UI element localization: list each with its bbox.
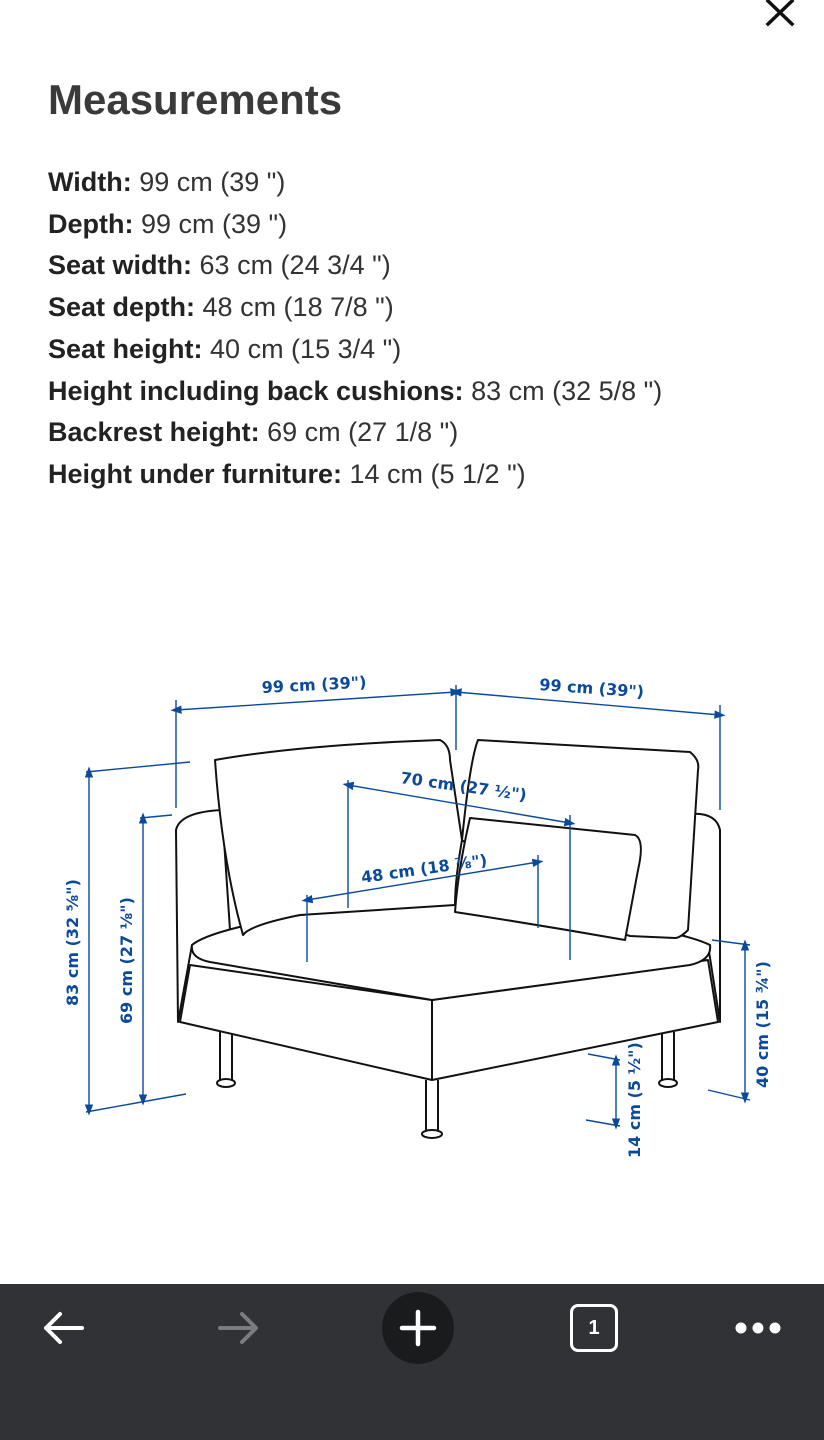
- spec-label: Seat width:: [48, 250, 193, 281]
- page-title: Measurements: [48, 76, 343, 123]
- dim-seat-height-label: 40 cm (15 ¾"): [753, 961, 772, 1088]
- spec-value: 14 cm (5 1/2 "): [349, 458, 526, 489]
- spec-row-height-under: [48, 454, 662, 496]
- spec-row-depth: [48, 204, 662, 246]
- spec-value: 99 cm (39 "): [139, 167, 286, 197]
- spec-row-width: [48, 162, 662, 204]
- back-button[interactable]: [32, 1304, 92, 1352]
- spec-label: Backrest height:: [48, 417, 260, 448]
- spec-label: Height under furniture:: [48, 458, 342, 489]
- spec-value: 99 cm (39 "): [141, 208, 288, 239]
- spec-label: Width:: [48, 167, 132, 197]
- forward-button[interactable]: [210, 1304, 270, 1352]
- dim-width-left-label: 99 cm (39"): [261, 672, 367, 697]
- measurement-diagram: [0, 600, 824, 1220]
- arrow-left-icon: [38, 1308, 86, 1348]
- spec-value: 63 cm (24 3/4 "): [199, 250, 391, 281]
- spec-label: Seat depth:: [48, 292, 196, 323]
- arrow-right-icon: [216, 1308, 264, 1348]
- dim-under-label: 14 cm (5 ½"): [625, 1042, 644, 1158]
- dim-seat-depth-label: 48 cm (18 ⅞"): [359, 850, 489, 887]
- more-horizontal-icon: [733, 1321, 783, 1335]
- measurements-list: [48, 162, 662, 496]
- spec-value: 40 cm (15 3/4 "): [210, 333, 402, 364]
- dim-backrest-label: 69 cm (27 ⅛"): [117, 897, 136, 1024]
- browser-toolbar: [0, 1284, 824, 1440]
- spec-row-height-cushions: [48, 371, 662, 413]
- close-button[interactable]: [764, 0, 796, 28]
- dim-height-total-label: 83 cm (32 ⅝"): [63, 879, 82, 1006]
- spec-label: Height including back cushions:: [48, 375, 464, 406]
- spec-value: 69 cm (27 1/8 "): [267, 417, 459, 448]
- plus-icon: [398, 1308, 438, 1348]
- spec-row-seat-depth: [48, 287, 662, 329]
- tab-switcher-button[interactable]: [570, 1304, 618, 1352]
- spec-value: 48 cm (18 7/8 "): [202, 292, 394, 323]
- spec-label: Depth:: [48, 208, 134, 239]
- spec-label: Seat height:: [48, 333, 203, 364]
- tab-count: 1: [588, 1316, 600, 1339]
- dim-seat-width-label: 70 cm (27 ½"): [399, 768, 528, 805]
- menu-button[interactable]: [728, 1304, 788, 1352]
- spec-row-backrest-height: [48, 412, 662, 454]
- spec-row-seat-height: [48, 329, 662, 371]
- close-icon: [768, 1, 792, 24]
- spec-value: 83 cm (32 5/8 "): [471, 375, 663, 406]
- dim-width-right-label: 99 cm (39"): [538, 675, 645, 702]
- new-tab-button[interactable]: [382, 1292, 454, 1364]
- spec-row-seat-width: [48, 245, 662, 287]
